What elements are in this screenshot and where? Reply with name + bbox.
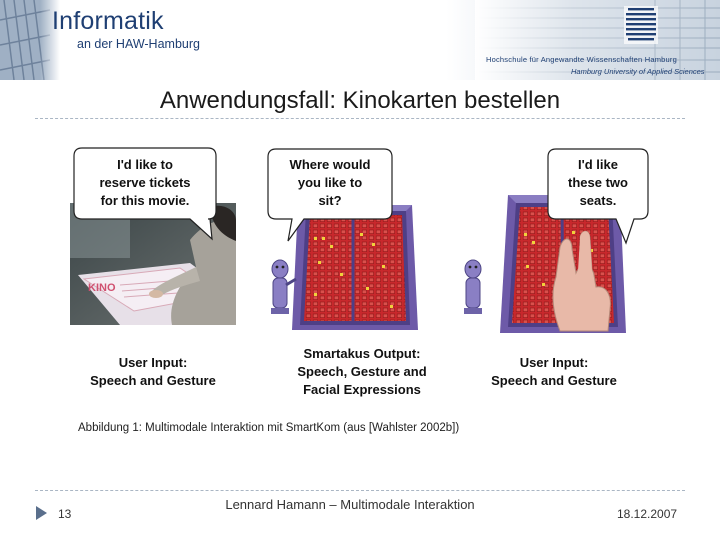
brand-title: Informatik xyxy=(52,7,164,35)
panel-2-seat-display xyxy=(292,205,418,330)
panel-3-label-line-2: Speech and Gesture xyxy=(491,373,617,388)
bubble-2-line-3: sit? xyxy=(318,193,342,208)
slide-header xyxy=(0,0,720,80)
panel-2-label-line-1: Smartakus Output: xyxy=(303,346,421,361)
title-divider xyxy=(35,118,685,119)
panel-3-label-line-1: User Input: xyxy=(519,355,589,370)
brand-subtitle: an der HAW-Hamburg xyxy=(77,37,200,51)
bubble-1-line-1: I'd like to xyxy=(117,157,173,172)
panel-2-label-line-2: Speech, Gesture and xyxy=(297,364,427,379)
panel-2-label-line-3: Facial Expressions xyxy=(303,382,421,397)
bubble-3-line-3: seats. xyxy=(579,193,617,208)
haw-logo-icon xyxy=(624,6,658,44)
footer-divider xyxy=(35,490,685,491)
university-name-de: Hochschule für Angewandte Wissenschaften Hamburg xyxy=(486,55,677,64)
panel-1-label-line-2: Speech and Gesture xyxy=(90,373,216,388)
bubble-2-line-2: you like to xyxy=(297,175,363,190)
bubble-2-line-1: Where would xyxy=(289,157,371,172)
figure-caption: Abbildung 1: Multimodale Interaktion mit SmartKom (aus [Wahlster 2002b]) xyxy=(78,422,460,434)
footer-author: Lennard Hamann – Multimodale Interaktion xyxy=(225,497,475,512)
bubble-3-line-1: I'd like xyxy=(578,157,618,172)
panel-labels xyxy=(90,346,617,397)
page-number: 13 xyxy=(58,507,72,521)
panel-1-photo xyxy=(70,203,236,325)
building-photo-left xyxy=(0,0,60,80)
bubble-1-line-2: reserve tickets xyxy=(99,175,191,190)
footer-date: 18.12.2007 xyxy=(617,507,678,521)
university-name-en: Hamburg University of Applied Sciences xyxy=(571,67,705,76)
bubble-1-line-3: for this movie. xyxy=(100,193,190,208)
panel-1-label-line-1: User Input: xyxy=(118,355,188,370)
smartakus-agent-icon xyxy=(271,260,296,314)
screen-kino-text: KINO xyxy=(88,282,116,294)
smartakus-agent-icon-2 xyxy=(464,260,482,314)
smartkom-illustration xyxy=(60,145,660,400)
slide-title: Anwendungsfall: Kinokarten bestellen xyxy=(159,87,561,114)
bubble-3-line-2: these two xyxy=(568,175,628,190)
